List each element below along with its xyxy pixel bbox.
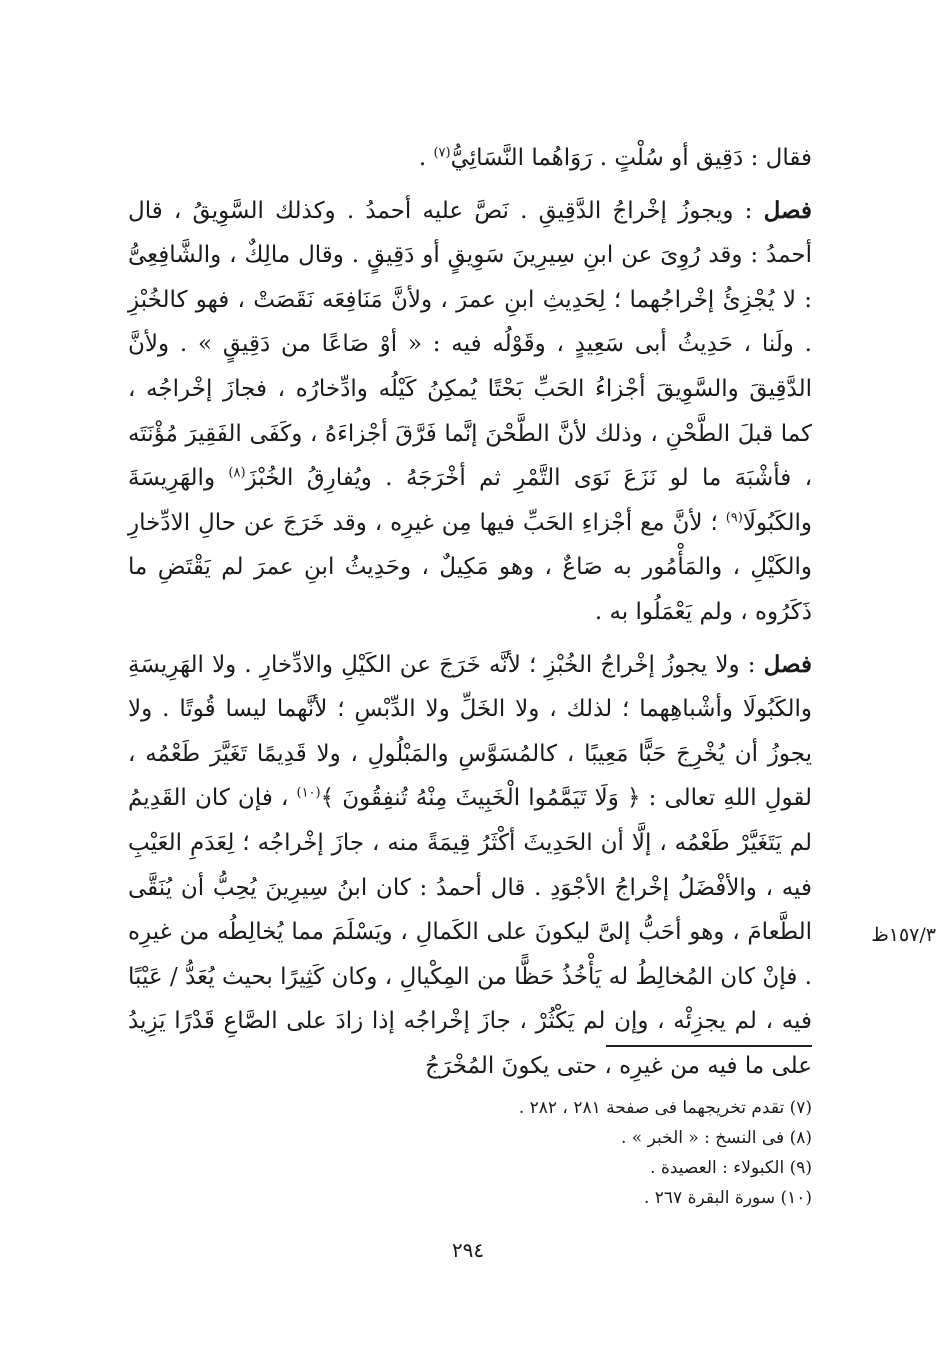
footnote-ref: (١٠) <box>296 785 321 801</box>
paragraph-section-1 <box>128 189 812 635</box>
footnote: (٧) تقدم تخريجهما فى صفحة ٢٨١ ، ٢٨٢ . <box>518 1098 812 1118</box>
paragraph-text: ، فإن كان القَدِيمُ لم يَتَغَيَّرْ طَعْمُه ، إلَّا أن الحَدِيثَ أكْثَرُ قِيمَةً منه ، جازَ إخْراجُه ؛ لِعَدَمِ العَيْبِ فيه ، والأفْضَلُ إخْراجُ الأجْوَدِ . قال أحمدُ : كان ابنُ سِيرِينَ يُحِبُّ أن يُنَقَّى الطَّعامَ ، وهو أحَبُّ إلىَّ ليكونَ على الكَمالِ ، ويَسْلَمَ مما يُخالِطُه من غيرِه . فإنْ كان المُخالِطُ له يَأْخُذُ حَظًّا من المِكْيالِ ، وكان كَثِيرًا بحيث يُعَدُّ / عَيْبًا فيه ، لم يجزِئْه ، وإن لم يَكْثُرْ ، جازَ إخْراجُه إذا زادَ على الصَّاعِ قَدْرًا يَزِيدُ على ما فيه من غيرِه ، حتى يكونَ المُخْرَجُ <box>128 785 812 1079</box>
paragraph-text: : ويجوزُ إخْراجُ الدَّقِيقِ . نَصَّ عليه أحمدُ . وكذلك السَّوِيقُ ، قال أحمدُ : وقد رُوِىَ عن ابنِ سِيرِينَ سَوِيقٍ أو دَقِيقٍ . وقال مالِكٌ ، والشَّافِعِىُّ : لا يُجْزِئُ إخْراجُهما ؛ لِحَدِيثِ ابنِ عمرَ ، ولأنَّ مَنَافِعَه نَقَصَتْ ، فهو كالخُبْزِ . ولَنا ، حَدِيثُ أبى سَعِيدٍ ، وقَوْلُه فيه : « أوْ صَاعًا من دَقِيقٍ » . ولأنَّ الدَّقِيقَ والسَّوِيقَ أجْزاءُ الحَبِّ بَحْتًا يُمكِنُ كَيْلُه وادِّخارُه ، فجازَ إخْراجُه ، كما قبلَ الطَّحْنِ ، وذلك لأنَّ الطَّحْنَ إنَّما فَرَّقَ أجْزاءَهُ ، وكَفَى الفَقِيرَ مُؤْنَتَه ، فأشْبَهَ ما لو نَزَعَ نَوَى التَّمْرِ ثم أخْرَجَهُ . ويُفارِقُ الخُبْزَ <box>128 197 813 492</box>
footnote-separator <box>606 1045 812 1047</box>
footnote: (٨) فى النسخ : « الخبر » . <box>620 1128 812 1148</box>
paragraph-opening <box>128 136 812 181</box>
page-number: ٢٩٤ <box>451 1238 485 1262</box>
footnote-ref: (٩) <box>725 510 743 526</box>
paragraph-section-2 <box>128 643 812 1089</box>
footnote-ref: (٧) <box>433 145 451 161</box>
paragraph-text: . <box>418 145 434 171</box>
margin-manuscript-ref: ١٥٧/٣ظ <box>871 924 936 946</box>
paragraph-text: فقال : دَقِيق أو سُلْتٍ . رَوَاهُما النَّسَائِيُّ <box>450 145 812 171</box>
footnote: (٩) الكبولاء : العصيدة . <box>650 1158 812 1178</box>
section-keyword: فصل <box>763 650 812 678</box>
footnote: (١٠) سورة البقرة ٢٦٧ . <box>643 1188 812 1208</box>
paragraph-text: والهَرِيسَةَ والكَبُولَا <box>128 465 812 536</box>
footnotes <box>470 1093 812 1213</box>
paragraph-text: ؛ لأنَّ مع أجْزاءِ الحَبِّ فيها مِن غيرِه ، وقد خَرَجَ عن حالِ الادِّخارِ والكَيْلِ ، والمَأْمُور به صَاعٌ ، وهو مَكِيلٌ ، وحَدِيثُ ابنِ عمرَ لم يَقْتَضِ ما ذَكَرُوه ، ولم يَعْمَلُوا به . <box>128 509 812 625</box>
footnote-ref: (٨) <box>228 465 246 481</box>
section-keyword: فصل <box>763 196 812 224</box>
paragraph-text: : ولا يجوزُ إخْراجُ الخُبْزِ ؛ لأنَّه خَرَجَ عن الكَيْلِ والادِّخارِ . ولا الهَرِيسَةِ والكَبُولَا وأشْباهِهما ؛ لذلك ، ولا الخَلِّ ولا الدِّبْسِ ؛ لأنَّهما ليسا قُوتًا . ولا يجوزُ أن يُخْرِجَ حَبًّا مَعِيبًا ، كالمُسَوَّسِ والمَبْلُولِ ، ولا قَدِيمًا تَغَيَّرَ طَعْمُه ، لقولِ اللهِ تعالى : ﴿ وَلَا تَيَمَّمُوا الْخَبِيثَ مِنْهُ تُنفِقُونَ ﴾ <box>128 651 812 812</box>
main-text <box>128 136 812 1088</box>
